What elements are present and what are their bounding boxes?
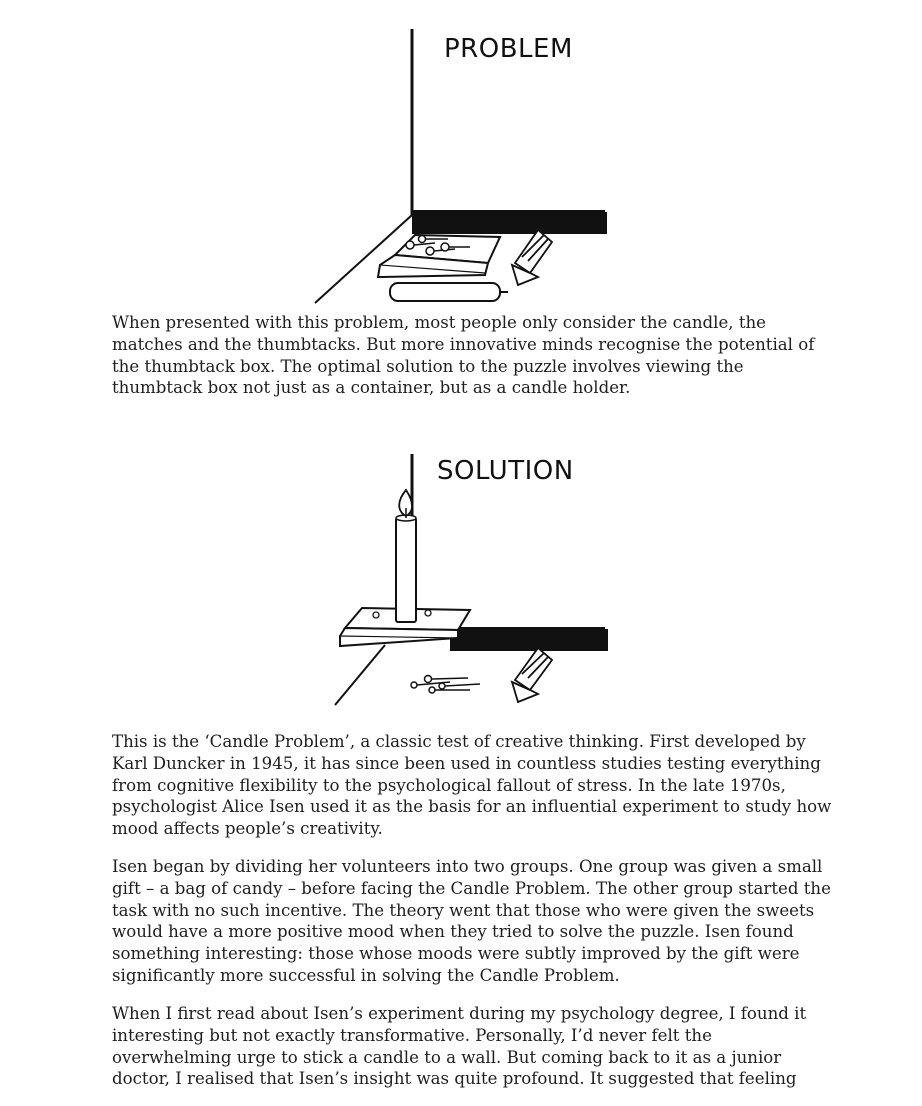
text-line: When I first read about Isen’s experiment during my psychology degree, I found it xyxy=(112,1004,807,1023)
paragraph-2 xyxy=(112,731,832,840)
problem-figure xyxy=(300,25,640,315)
solution-label: SOLUTION xyxy=(437,456,574,486)
text-line: gift – a bag of candy – before facing the Candle Problem. The other group started the xyxy=(112,878,831,898)
text-line: from cognitive flexibility to the psychological fallout of stress. In the late 1970s, xyxy=(112,775,786,795)
text-line: something interesting: those whose moods were subtly improved by the gift were xyxy=(112,944,800,964)
text-line: would have a more positive mood when they tried to solve the puzzle. Isen found xyxy=(112,922,794,942)
text-line: Isen began by dividing her volunteers into two groups. One group was given a small xyxy=(112,857,823,876)
paragraph-4 xyxy=(112,1003,812,1090)
text-line: the thumbtack box. The optimal solution to the puzzle involves viewing the xyxy=(112,356,744,376)
text-line: psychologist Alice Isen used it as the basis for an influential experiment to study how xyxy=(112,797,832,817)
problem-label: PROBLEM xyxy=(444,34,573,64)
text-line: This is the ‘Candle Problem’, a classic test of creative thinking. First developed by xyxy=(112,732,806,751)
text-line: task with no such incentive. The theory went that those who were given the sweets xyxy=(112,900,815,920)
text-line: matches and the thumbtacks. But more innovative minds recognise the potential of xyxy=(112,334,815,354)
text-line: When presented with this problem, most people only consider the candle, the xyxy=(112,313,766,332)
candle-problem-solution-illustration xyxy=(300,450,640,715)
paragraph-3 xyxy=(112,856,831,987)
text-line: mood affects people’s creativity. xyxy=(112,819,383,839)
text-line: overwhelming urge to stick a candle to a wall. But coming back to it as a junior xyxy=(112,1047,782,1067)
text-line: significantly more successful in solving the Candle Problem. xyxy=(112,965,620,985)
text-line: Karl Duncker in 1945, it has since been used in countless studies testing everything xyxy=(112,753,821,773)
solution-figure xyxy=(300,450,640,715)
text-line: doctor, I realised that Isen’s insight was quite profound. It suggested that feeling xyxy=(112,1069,797,1089)
text-line: thumbtack box not just as a container, but as a candle holder. xyxy=(112,378,631,398)
candle-problem-setup-illustration xyxy=(300,25,640,315)
paragraph-1 xyxy=(112,312,815,399)
text-line: interesting but not exactly transformative. Personally, I’d never felt the xyxy=(112,1025,712,1045)
